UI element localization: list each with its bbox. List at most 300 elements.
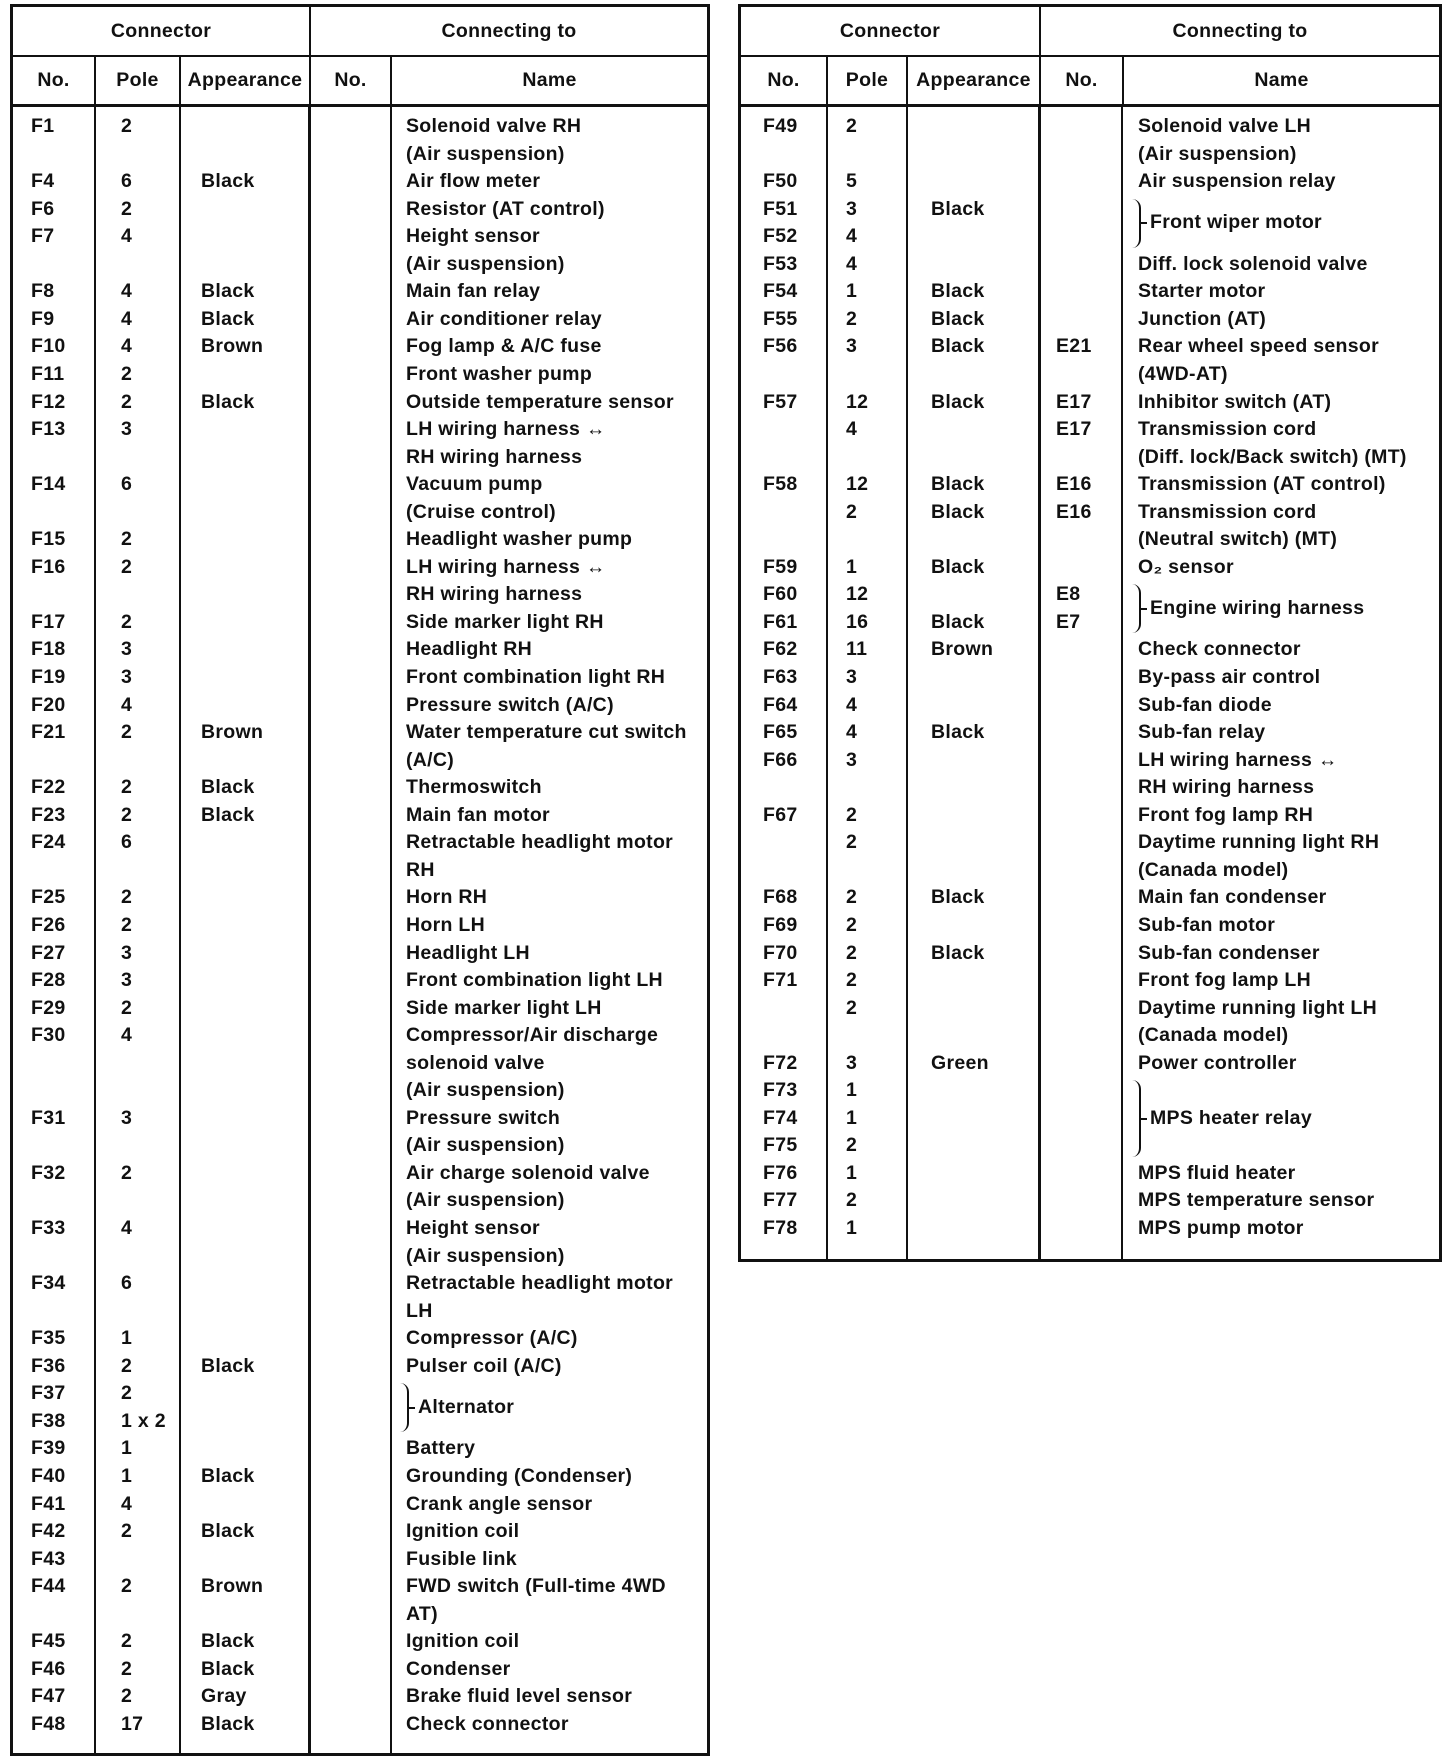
connecting-name: LH wiring harness ↔: [406, 555, 606, 578]
connector-no: F11: [31, 362, 65, 385]
connector-no: F63: [763, 666, 798, 688]
connector-no: F47: [31, 1685, 66, 1708]
header-name: Name: [1254, 69, 1309, 91]
table-row: [13, 141, 707, 168]
table-row: [13, 196, 707, 223]
pole-count: 1 x 2: [121, 1409, 166, 1432]
connector-no: F60: [763, 583, 798, 606]
appearance: Black: [931, 500, 985, 523]
table-row: [741, 306, 1439, 333]
pole-count: 5: [846, 170, 858, 193]
pole-count: 2: [121, 1161, 133, 1184]
pole-count: 1: [846, 1106, 858, 1129]
connecting-name: Pressure switch: [406, 1106, 561, 1129]
connecting-no: E7: [1056, 610, 1081, 633]
pole-count: 3: [121, 1106, 133, 1129]
pole-count: 2: [121, 1685, 133, 1708]
header-connecting-to: Connecting to: [1172, 19, 1308, 42]
connecting-name: Rear wheel speed sensor: [1138, 335, 1380, 358]
connecting-name: Headlight washer pump: [406, 528, 633, 551]
table-row: [13, 1022, 707, 1049]
connecting-no: E16: [1056, 500, 1092, 523]
connecting-name: Vacuum pump: [406, 473, 543, 496]
connecting-name: (Diff. lock/Back switch) (MT): [1138, 445, 1407, 468]
table-row: [13, 1105, 707, 1132]
table-row: [13, 995, 707, 1022]
connecting-name: Grounding (Condenser): [406, 1464, 633, 1487]
connector-no: F24: [31, 831, 66, 854]
connector-no: F39: [31, 1437, 66, 1460]
connecting-name: Sub-fan relay: [1138, 721, 1266, 744]
pole-count: 2: [121, 362, 133, 385]
connecting-name: Ignition coil: [406, 1520, 520, 1543]
pole-count: 4: [121, 693, 133, 716]
pole-count: 2: [121, 996, 133, 1019]
table-row: [741, 526, 1439, 553]
table-row: [13, 1298, 707, 1325]
table-row: [13, 333, 707, 360]
header-connecting-no: No.: [1041, 57, 1124, 104]
appearance: Black: [201, 280, 255, 303]
connector-no: F44: [31, 1575, 66, 1598]
table-row: [13, 499, 707, 526]
appearance: Brown: [201, 721, 264, 744]
appearance: Black: [201, 170, 255, 193]
connector-no: F7: [31, 225, 55, 248]
connector-no: F77: [763, 1189, 798, 1212]
pole-count: 2: [846, 996, 858, 1019]
connector-no: F36: [31, 1354, 66, 1377]
connector-no: F72: [763, 1051, 798, 1074]
pole-count: 6: [121, 1272, 133, 1295]
connector-no: F9: [31, 307, 55, 330]
table-row: [13, 278, 707, 305]
table-row: [741, 884, 1439, 911]
connecting-no: E17: [1056, 390, 1092, 413]
table-row: [13, 361, 707, 388]
group-label: MPS heater relay: [1150, 1106, 1312, 1129]
pole-count: 4: [121, 1217, 133, 1239]
connector-no: F69: [763, 913, 798, 936]
table-row: [13, 416, 707, 443]
connecting-name: Horn RH: [406, 886, 488, 909]
appearance: Black: [931, 390, 985, 413]
connecting-name: Front washer pump: [406, 362, 593, 385]
pole-count: 3: [121, 666, 133, 688]
connector-no: F68: [763, 886, 798, 909]
connecting-name: RH wiring harness: [1138, 776, 1315, 799]
connecting-name: Transmission cord: [1138, 418, 1317, 441]
pole-count: 4: [121, 307, 133, 330]
pole-count: 2: [121, 1520, 133, 1543]
connector-no: F35: [31, 1327, 66, 1350]
connecting-name: (Air suspension): [406, 1189, 565, 1212]
connector-no: F61: [763, 610, 798, 633]
connecting-name: (Air suspension): [406, 1244, 565, 1267]
pole-count: 3: [121, 418, 133, 441]
table-row: [13, 113, 707, 140]
table-row: [741, 1105, 1439, 1132]
connecting-name: Water temperature cut switch: [406, 721, 687, 744]
table-row: [741, 333, 1439, 360]
table-row: [13, 471, 707, 498]
table-row: [741, 471, 1439, 498]
connecting-name: (Air suspension): [1138, 142, 1297, 165]
pole-count: 2: [121, 1382, 133, 1405]
connector-no: F65: [763, 721, 798, 744]
pole-count: 2: [121, 528, 133, 551]
table-row: [13, 747, 707, 774]
connector-no: F21: [31, 721, 66, 744]
table-row: [741, 141, 1439, 168]
table-row: [741, 1187, 1439, 1214]
connecting-name: Front combination light RH: [406, 666, 666, 688]
connecting-name: Sub-fan motor: [1138, 913, 1276, 936]
pole-count: 1: [846, 1217, 858, 1239]
connector-no: F13: [31, 418, 66, 441]
table-row: [741, 416, 1439, 443]
connecting-name: Junction (AT): [1138, 307, 1267, 330]
connecting-name: LH: [406, 1299, 433, 1322]
connecting-name: Condenser: [406, 1657, 511, 1680]
table-row: [741, 278, 1439, 305]
connecting-no: E17: [1056, 418, 1092, 441]
connector-no: F34: [31, 1272, 66, 1295]
group-brace: [400, 1383, 409, 1432]
pole-count: 2: [846, 886, 858, 909]
connecting-name: Compressor (A/C): [406, 1327, 578, 1350]
table-row: [13, 251, 707, 278]
pole-count: 2: [846, 803, 858, 826]
connector-no: F49: [763, 115, 798, 137]
table-row: [741, 774, 1439, 801]
connecting-name: Battery: [406, 1437, 476, 1460]
pole-count: 2: [121, 803, 133, 826]
appearance: Black: [931, 280, 985, 303]
table-row: [13, 1656, 707, 1683]
table-row: [13, 829, 707, 856]
table-row: [13, 1187, 707, 1214]
table-row: [741, 1022, 1439, 1049]
header-connecting-no: No.: [311, 57, 392, 104]
table-row: [741, 1050, 1439, 1077]
table-row: [13, 1491, 707, 1518]
connector-no: F52: [763, 225, 798, 248]
pole-count: 2: [846, 941, 858, 964]
appearance: Brown: [931, 638, 994, 661]
connector-no: F15: [31, 528, 66, 551]
connector-no: F57: [763, 390, 798, 413]
connecting-name: O₂ sensor: [1138, 555, 1234, 578]
pole-count: 3: [121, 969, 133, 992]
connecting-name: (4WD-AT): [1138, 362, 1228, 385]
appearance: Black: [931, 941, 985, 964]
connecting-name: RH wiring harness: [406, 445, 583, 468]
header-row-columns: [13, 57, 707, 107]
pole-count: 2: [121, 115, 133, 137]
table-row: [13, 664, 707, 691]
table-row: [13, 554, 707, 581]
connecting-name: (Cruise control): [406, 500, 556, 523]
header-pole: Pole: [96, 57, 181, 104]
connecting-name: MPS temperature sensor: [1138, 1189, 1375, 1212]
pole-count: 2: [846, 913, 858, 936]
connector-no: F67: [763, 803, 798, 826]
table-row: [13, 1518, 707, 1545]
connecting-name: Check connector: [406, 1712, 569, 1735]
pole-count: 1: [121, 1327, 133, 1350]
connector-no: F16: [31, 555, 66, 578]
connector-no: F1: [31, 115, 55, 137]
connector-no: F28: [31, 969, 66, 992]
connector-no: F51: [763, 197, 798, 220]
table-row: [13, 1408, 707, 1435]
connector-no: F12: [31, 390, 66, 413]
table-row: [741, 912, 1439, 939]
table-row: [13, 719, 707, 746]
appearance: Black: [931, 555, 985, 578]
connector-no: F58: [763, 473, 798, 496]
table-row: [13, 609, 707, 636]
appearance: Black: [201, 1354, 255, 1377]
connector-no: F73: [763, 1079, 798, 1102]
appearance: Black: [201, 1630, 255, 1653]
connector-no: F50: [763, 170, 798, 193]
table-row: [13, 1380, 707, 1407]
connecting-no: E16: [1056, 473, 1092, 496]
pole-count: 3: [846, 666, 858, 688]
connecting-name: Height sensor: [406, 225, 540, 248]
connector-no: F30: [31, 1024, 66, 1047]
connector-no: F53: [763, 252, 798, 275]
connecting-name: Main fan condenser: [1138, 886, 1327, 909]
table-row: [13, 526, 707, 553]
pole-count: 2: [846, 969, 858, 992]
table-row: [741, 692, 1439, 719]
connecting-name: FWD switch (Full-time 4WD: [406, 1575, 666, 1598]
header-connecting-to: Connecting to: [441, 19, 577, 42]
connecting-name: Air conditioner relay: [406, 307, 602, 330]
table-row: [13, 1077, 707, 1104]
pole-count: 2: [121, 1575, 133, 1598]
connector-no: F14: [31, 473, 66, 496]
table-row: [13, 802, 707, 829]
header-appearance: Appearance: [908, 57, 1041, 104]
connecting-name: Transmission cord: [1138, 500, 1317, 523]
appearance: Brown: [201, 335, 264, 358]
pole-count: 6: [121, 473, 133, 496]
pole-count: 2: [121, 390, 133, 413]
connector-no: F23: [31, 803, 66, 826]
connecting-name: Compressor/Air discharge: [406, 1024, 659, 1047]
pole-count: 2: [121, 610, 133, 633]
connector-no: F71: [763, 969, 798, 992]
connector-no: F4: [31, 170, 55, 193]
table-row: [741, 1077, 1439, 1104]
group-label: Alternator: [418, 1396, 515, 1419]
pole-count: 3: [846, 1051, 858, 1074]
connecting-name: Height sensor: [406, 1217, 540, 1239]
appearance: Black: [201, 390, 255, 413]
table-row: [13, 1601, 707, 1628]
pole-count: 2: [121, 886, 133, 909]
pole-count: 1: [846, 555, 858, 578]
connecting-name: Daytime running light RH: [1138, 831, 1380, 854]
appearance: Black: [931, 307, 985, 330]
appearance: Black: [201, 1657, 255, 1680]
pole-count: 3: [121, 941, 133, 964]
table-row: [13, 692, 707, 719]
table-row: [13, 884, 707, 911]
header-connector: Connector: [741, 7, 1041, 55]
header-pole: Pole: [828, 57, 908, 104]
table-row: [741, 1132, 1439, 1159]
table-row: [13, 1353, 707, 1380]
table-row: [741, 251, 1439, 278]
pole-count: 2: [846, 831, 858, 854]
table-row: [13, 1243, 707, 1270]
pole-count: 3: [846, 197, 858, 220]
pole-count: 17: [121, 1712, 144, 1735]
pole-count: 3: [121, 638, 133, 661]
table-row: [741, 664, 1439, 691]
table-row: [741, 802, 1439, 829]
connecting-name: RH: [406, 858, 435, 881]
pole-count: 2: [846, 115, 858, 137]
header-no: No.: [13, 57, 96, 104]
connector-no: F29: [31, 996, 66, 1019]
table-row: [741, 223, 1439, 250]
connecting-name: RH wiring harness: [406, 583, 583, 606]
connecting-name: Horn LH: [406, 913, 486, 936]
connecting-name: Air flow meter: [406, 170, 541, 193]
connector-no: F27: [31, 941, 66, 964]
connector-no: F74: [763, 1106, 798, 1129]
table-row: [13, 389, 707, 416]
header-row-group: [13, 7, 707, 57]
connecting-name: Fog lamp & A/C fuse: [406, 335, 602, 358]
pole-count: 3: [846, 335, 858, 358]
connecting-name: Main fan relay: [406, 280, 541, 303]
connector-no: F70: [763, 941, 798, 964]
connector-no: F32: [31, 1161, 66, 1184]
connector-no: F56: [763, 335, 798, 358]
connector-no: F20: [31, 693, 66, 716]
connecting-name: Side marker light RH: [406, 610, 604, 633]
connecting-name: Headlight LH: [406, 941, 530, 964]
pole-count: 4: [846, 721, 858, 744]
connecting-name: MPS pump motor: [1138, 1217, 1304, 1239]
connector-no: F22: [31, 776, 66, 799]
connector-no: F78: [763, 1217, 798, 1239]
table-row: [741, 995, 1439, 1022]
connecting-name: Air suspension relay: [1138, 170, 1336, 193]
connecting-name: Sub-fan diode: [1138, 693, 1272, 716]
connector-no: F26: [31, 913, 66, 936]
table-row: [13, 581, 707, 608]
connecting-name: Check connector: [1138, 638, 1301, 661]
table-row: [13, 1160, 707, 1187]
pole-count: 6: [121, 170, 133, 193]
table-row: [741, 719, 1439, 746]
connector-table-right: [738, 4, 1442, 1262]
connector-table-left: [10, 4, 710, 1756]
connecting-name: Resistor (AT control): [406, 197, 605, 220]
table-row: [741, 1160, 1439, 1187]
connecting-name: Headlight RH: [406, 638, 533, 661]
pole-count: 1: [846, 280, 858, 303]
pole-count: 2: [121, 721, 133, 744]
pole-count: 11: [846, 638, 868, 661]
appearance: Black: [931, 197, 985, 220]
connecting-name: Front combination light LH: [406, 969, 663, 992]
connector-no: F38: [31, 1409, 66, 1432]
pole-count: 4: [121, 225, 133, 248]
appearance: Black: [201, 1520, 255, 1543]
pole-count: 6: [121, 831, 133, 854]
connecting-name: AT): [406, 1602, 438, 1625]
table-row: [13, 1270, 707, 1297]
group-label: Front wiper motor: [1150, 211, 1322, 234]
connecting-name: (Air suspension): [406, 252, 565, 275]
connector-no: F31: [31, 1106, 66, 1129]
table-row: [741, 747, 1439, 774]
connector-no: F54: [763, 280, 798, 303]
table-row: [741, 940, 1439, 967]
connector-no: F18: [31, 638, 66, 661]
pole-count: 2: [846, 500, 858, 523]
connecting-name: Outside temperature sensor: [406, 390, 674, 413]
connecting-name: Diff. lock solenoid valve: [1138, 252, 1368, 275]
table-row: [741, 554, 1439, 581]
table-row: [13, 967, 707, 994]
connecting-name: By-pass air control: [1138, 666, 1321, 688]
connecting-name: Retractable headlight motor: [406, 1272, 674, 1295]
connecting-no: E21: [1056, 335, 1092, 358]
connecting-name: LH wiring harness ↔: [406, 418, 606, 441]
appearance: Black: [931, 610, 985, 633]
connecting-name: (Canada model): [1138, 1024, 1289, 1047]
table-row: [741, 857, 1439, 884]
connecting-name: Front fog lamp RH: [1138, 803, 1314, 826]
pole-count: 2: [121, 197, 133, 220]
pole-count: 4: [846, 252, 858, 275]
pole-count: 4: [846, 225, 858, 248]
pole-count: 1: [121, 1464, 133, 1487]
connecting-name: Solenoid valve LH: [1138, 115, 1312, 137]
connecting-name: (Air suspension): [406, 142, 565, 165]
pole-count: 12: [846, 390, 869, 413]
table-row: [13, 1711, 707, 1738]
appearance: Black: [201, 776, 255, 799]
connector-no: F25: [31, 886, 66, 909]
connector-no: F17: [31, 610, 66, 633]
pole-count: 4: [846, 693, 858, 716]
connecting-name: Starter motor: [1138, 280, 1266, 303]
connector-no: F40: [31, 1464, 66, 1487]
connector-no: F64: [763, 693, 798, 716]
group-label: Engine wiring harness: [1150, 597, 1365, 620]
table-row: [741, 113, 1439, 140]
table-row: [13, 1325, 707, 1352]
connector-no: F62: [763, 638, 798, 661]
appearance: Black: [931, 721, 985, 744]
connector-no: F66: [763, 748, 798, 771]
table-row: [741, 196, 1439, 223]
table-row: [13, 1050, 707, 1077]
table-row: [741, 967, 1439, 994]
connecting-name: Pulser coil (A/C): [406, 1354, 562, 1377]
